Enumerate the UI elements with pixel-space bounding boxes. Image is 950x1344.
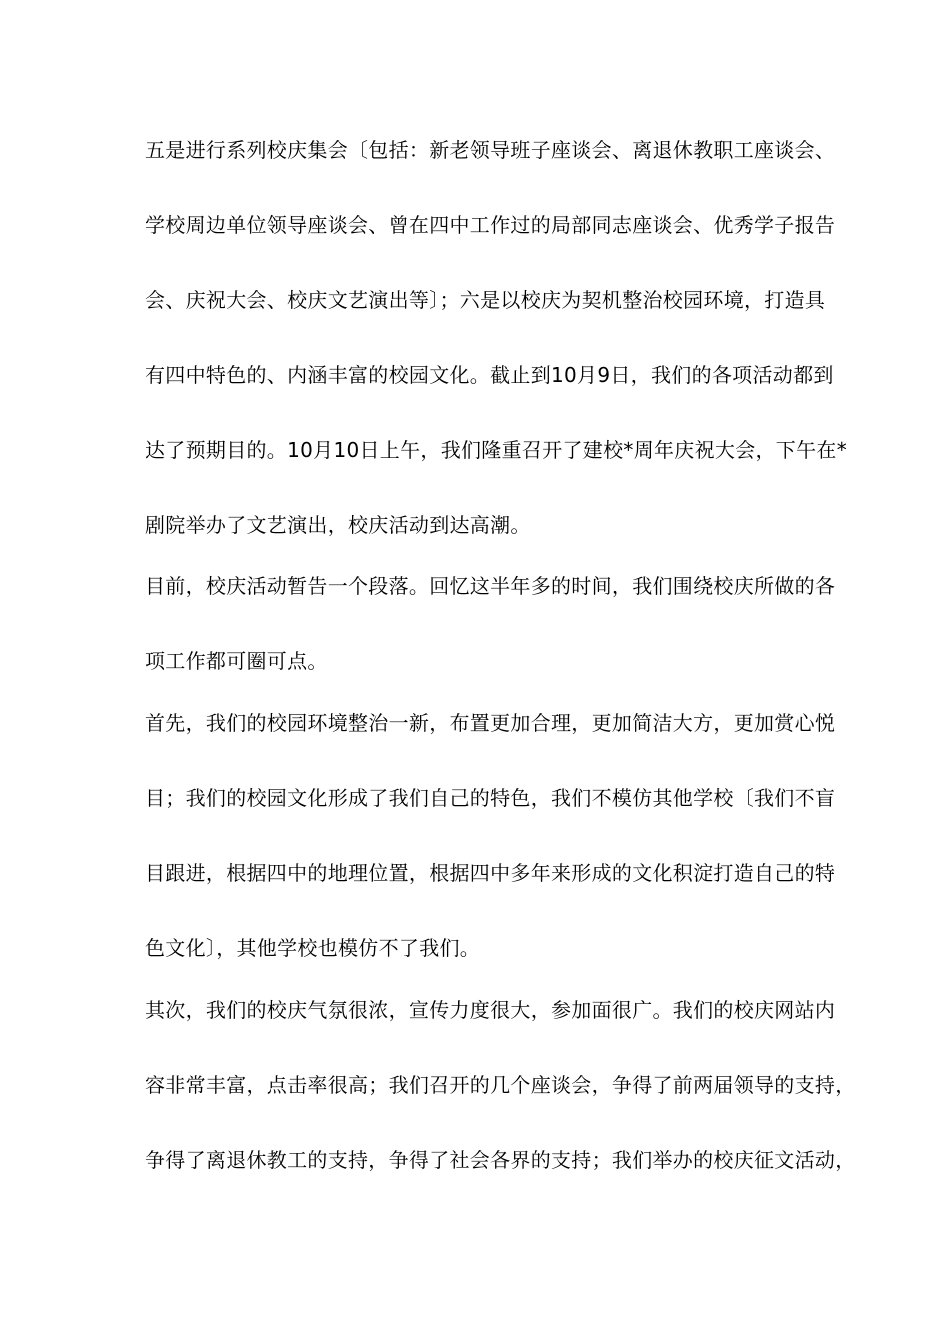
text-line: 达了预期目的。10月10日上午，我们隆重召开了建校*周年庆祝大会，下午在* [145, 438, 847, 462]
text-line: 目前，校庆活动暂告一个段落。回忆这半年多的时间，我们围绕校庆所做的各 [145, 574, 836, 598]
text-line: 争得了离退休教工的支持，争得了社会各界的支持；我们举办的校庆征文活动， [145, 1148, 856, 1172]
text-line: 有四中特色的、内涵丰富的校园文化。截止到10月9日，我们的各项活动都到 [145, 363, 834, 387]
text-line: 会、庆祝大会、校庆文艺演出等〕；六是以校庆为契机整治校园环境，打造具 [145, 288, 826, 312]
text-line: 首先，我们的校园环境整治一新，布置更加合理，更加简洁大方，更加赏心悦 [145, 711, 836, 735]
text-line: 剧院举办了文艺演出，校庆活动到达高潮。 [145, 513, 531, 537]
text-line: 目；我们的校园文化形成了我们自己的特色，我们不模仿其他学校〔我们不盲 [145, 786, 836, 810]
text-line: 色文化〕，其他学校也模仿不了我们。 [145, 936, 481, 960]
text-line: 五是进行系列校庆集会〔包括：新老领导班子座谈会、离退休教职工座谈会、 [145, 138, 836, 162]
text-line: 学校周边单位领导座谈会、曾在四中工作过的局部同志座谈会、优秀学子报告 [145, 213, 836, 237]
text-line: 容非常丰富，点击率很高；我们召开的几个座谈会，争得了前两届领导的支持， [145, 1073, 856, 1097]
text-line: 其次，我们的校庆气氛很浓，宣传力度很大，参加面很广。我们的校庆网站内 [145, 998, 836, 1022]
text-line: 项工作都可圈可点。 [145, 649, 328, 673]
text-line: 目跟进，根据四中的地理位置，根据四中多年来形成的文化积淀打造自己的特 [145, 861, 836, 885]
